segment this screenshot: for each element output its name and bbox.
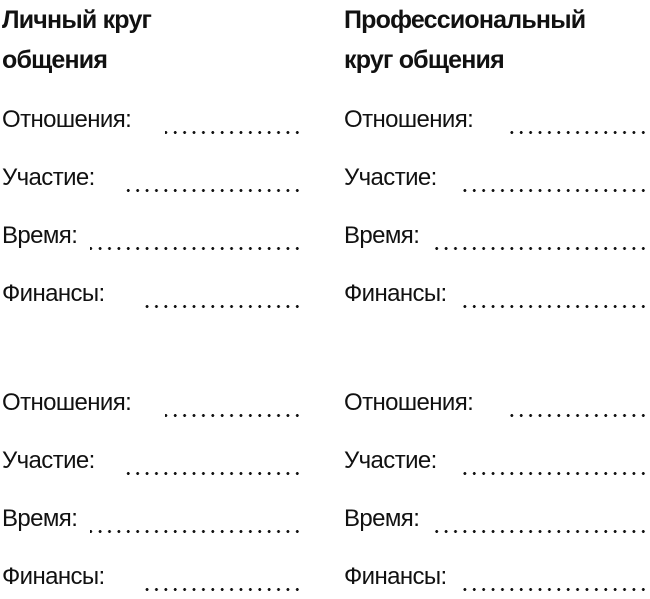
finances-fill-dots <box>458 305 648 308</box>
finances-row <box>344 280 648 316</box>
heading-line-1: Профессиональный <box>344 6 586 34</box>
relations-fill-dots <box>165 414 302 417</box>
finances-label: Финансы: <box>344 280 447 307</box>
finances-label: Финансы: <box>2 280 105 307</box>
relations-row <box>344 106 648 142</box>
finances-fill-dots <box>142 305 302 308</box>
time-row <box>344 222 648 258</box>
relations-fill-dots <box>508 131 648 134</box>
relations-row <box>2 106 302 142</box>
participation-row <box>344 164 648 200</box>
participation-fill-dots <box>122 189 302 192</box>
participation-label: Участие: <box>2 164 95 191</box>
relations-label: Отношения: <box>344 106 474 133</box>
finances-label: Финансы: <box>344 563 447 590</box>
finances-row <box>344 563 648 599</box>
relations-label: Отношения: <box>344 389 474 416</box>
time-fill-dots <box>430 530 648 533</box>
finances-fill-dots <box>142 588 302 591</box>
finances-row <box>2 563 302 599</box>
participation-label: Участие: <box>344 164 437 191</box>
relations-fill-dots <box>508 414 648 417</box>
relations-fill-dots <box>165 131 302 134</box>
participation-fill-dots <box>463 472 648 475</box>
relations-label: Отношения: <box>2 106 132 133</box>
time-row <box>2 505 302 541</box>
participation-row <box>2 447 302 483</box>
finances-fill-dots <box>458 588 648 591</box>
relations-label: Отношения: <box>2 389 132 416</box>
time-label: Время: <box>344 222 420 249</box>
personal-circle-heading <box>2 0 302 80</box>
participation-label: Участие: <box>2 447 95 474</box>
professional-circle-heading <box>344 0 648 80</box>
heading-line-2: круг общения <box>344 46 504 74</box>
time-label: Время: <box>2 222 78 249</box>
participation-row <box>344 447 648 483</box>
time-fill-dots <box>90 530 302 533</box>
participation-label: Участие: <box>344 447 437 474</box>
time-row <box>2 222 302 258</box>
personal-circle-column <box>2 0 302 590</box>
heading-line-1: Личный круг <box>2 6 152 34</box>
finances-row <box>2 280 302 316</box>
time-label: Время: <box>2 505 78 532</box>
time-fill-dots <box>430 247 648 250</box>
finances-label: Финансы: <box>2 563 105 590</box>
relations-row <box>2 389 302 425</box>
time-label: Время: <box>344 505 420 532</box>
participation-fill-dots <box>122 472 302 475</box>
participation-fill-dots <box>463 189 648 192</box>
professional-circle-column <box>344 0 648 590</box>
time-row <box>344 505 648 541</box>
relations-row <box>344 389 648 425</box>
participation-row <box>2 164 302 200</box>
heading-line-2: общения <box>2 46 108 74</box>
time-fill-dots <box>90 247 302 250</box>
